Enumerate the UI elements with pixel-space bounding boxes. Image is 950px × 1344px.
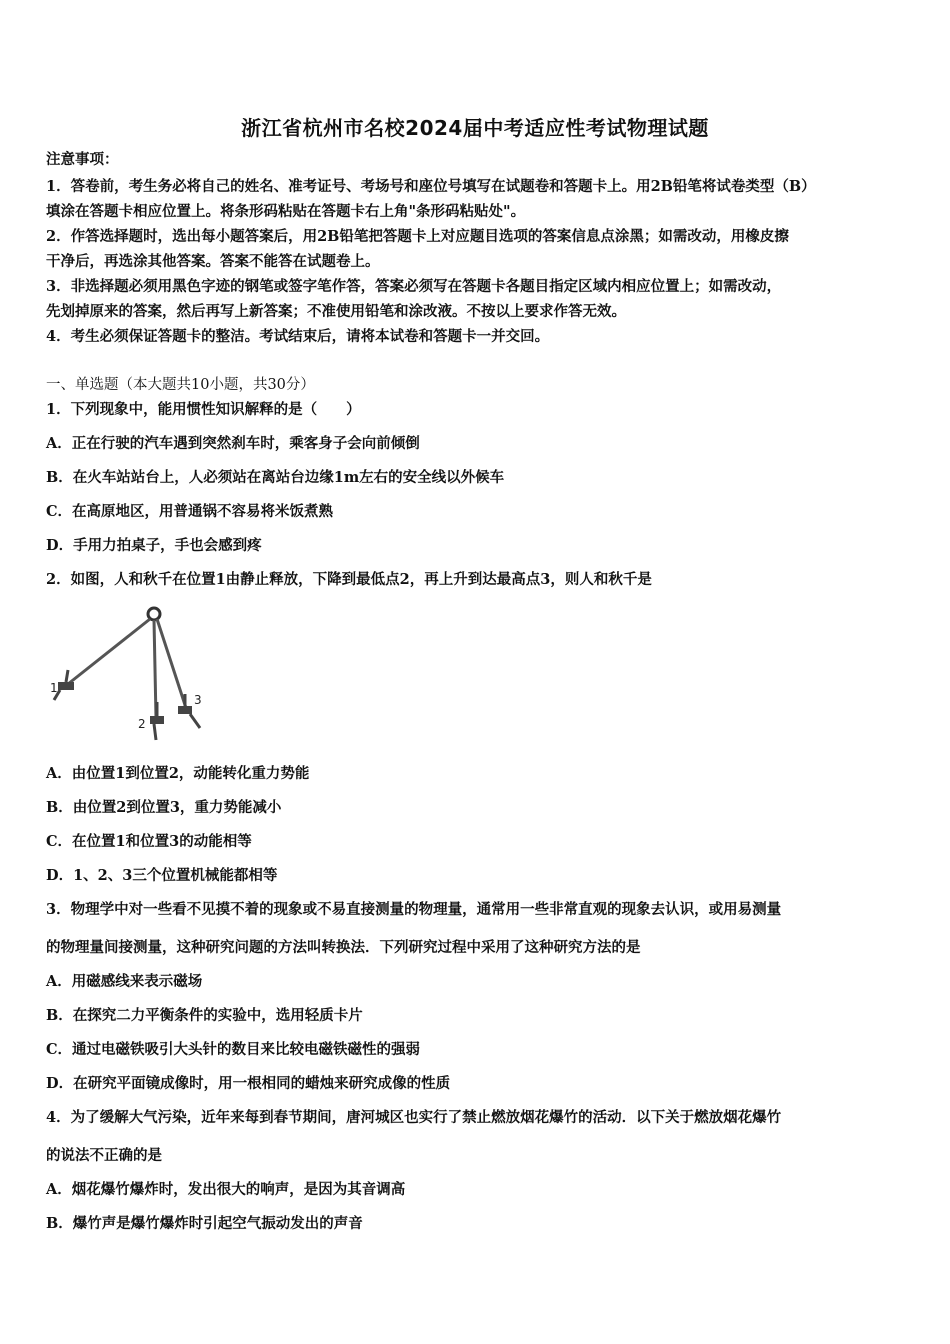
figure-label-1: 1: [50, 681, 58, 695]
section-heading: 一、单选题（本大题共10小题，共30分）: [46, 377, 315, 393]
question-3-option-d: D．在研究平面镜成像时，用一根相同的蜡烛来研究成像的性质: [46, 1075, 451, 1092]
rope-position-3: [157, 619, 186, 708]
notice-line: 2．作答选择题时，选出每小题答案后，用2B铅笔把答题卡上对应题目选项的答案信息点涂黑；如需改动，用橡皮擦: [46, 228, 789, 245]
notice-line: 填涂在答题卡相应位置上。将条形码粘贴在答题卡右上角"条形码粘贴处"。: [46, 203, 526, 220]
pivot-ring: [148, 608, 160, 620]
swing-figure: [44, 600, 214, 750]
question-4-option-b: B．爆竹声是爆竹爆炸时引起空气振动发出的声音: [46, 1215, 363, 1232]
question-4-stem-cont: 的说法不正确的是: [46, 1147, 162, 1164]
question-1-option-c: C．在高原地区，用普通锅不容易将米饭煮熟: [46, 503, 334, 520]
question-3-option-c: C．通过电磁铁吸引大头针的数目来比较电磁铁磁性的强弱: [46, 1041, 421, 1058]
question-2-option-c: C．在位置1和位置3的动能相等: [46, 833, 252, 850]
question-2-stem: 2．如图，人和秋千在位置1由静止释放，下降到最低点2，再上升到达最高点3，则人和秋千是: [46, 571, 652, 588]
question-2-option-b: B．由位置2到位置3，重力势能减小: [46, 799, 282, 816]
question-3-option-a: A．用磁感线来表示磁场: [46, 973, 203, 990]
figure-label-2: 2: [138, 717, 146, 731]
question-1-option-a: A．正在行驶的汽车遇到突然刹车时，乘客身子会向前倾倒: [46, 435, 420, 452]
question-1-option-b: B．在火车站站台上，人必须站在离站台边缘1m左右的安全线以外候车: [46, 469, 505, 486]
notice-line: 先划掉原来的答案，然后再写上新答案；不准使用铅笔和涂改液。不按以上要求作答无效。: [46, 303, 626, 320]
question-1-stem: 1．下列现象中，能用惯性知识解释的是（ ）: [46, 401, 361, 418]
notice-line: 4．考生必须保证答题卡的整洁。考试结束后，请将本试卷和答题卡一并交回。: [46, 328, 550, 345]
question-4-option-a: A．烟花爆竹爆炸时，发出很大的响声，是因为其音调高: [46, 1181, 406, 1198]
question-2-option-d: D．1、2、3三个位置机械能都相等: [46, 867, 278, 884]
person-position-2: [150, 702, 164, 740]
figure-label-3: 3: [194, 693, 202, 707]
notice-heading: 注意事项：: [46, 151, 119, 168]
question-2-option-a: A．由位置1到位置2，动能转化重力势能: [46, 765, 310, 782]
notice-line: 干净后，再选涂其他答案。答案不能答在试题卷上。: [46, 253, 380, 270]
question-3-option-b: B．在探究二力平衡条件的实验中，选用轻质卡片: [46, 1007, 363, 1024]
page-title: 浙江省杭州市名校2024届中考适应性考试物理试题: [241, 116, 709, 140]
question-3-stem-cont: 的物理量间接测量，这种研究问题的方法叫转换法．下列研究过程中采用了这种研究方法的是: [46, 939, 641, 956]
rope-position-1: [68, 619, 150, 684]
notice-line: 1．答卷前，考生务必将自己的姓名、准考证号、考场号和座位号填写在试题卷和答题卡上。用2B铅笔将试卷类型（B）: [46, 178, 816, 195]
question-4-stem: 4．为了缓解大气污染，近年来每到春节期间，唐河城区也实行了禁止燃放烟花爆竹的活动．以下关于燃放烟花爆竹: [46, 1109, 782, 1126]
question-3-stem: 3．物理学中对一些看不见摸不着的现象或不易直接测量的物理量，通常用一些非常直观的现象去认识，或用易测量: [46, 901, 782, 918]
question-1-option-d: D．手用力拍桌子，手也会感到疼: [46, 537, 262, 554]
notice-line: 3．非选择题必须用黑色字迹的钢笔或签字笔作答，答案必须写在答题卡各题目指定区域内相应位置上；如需改动，: [46, 278, 782, 295]
